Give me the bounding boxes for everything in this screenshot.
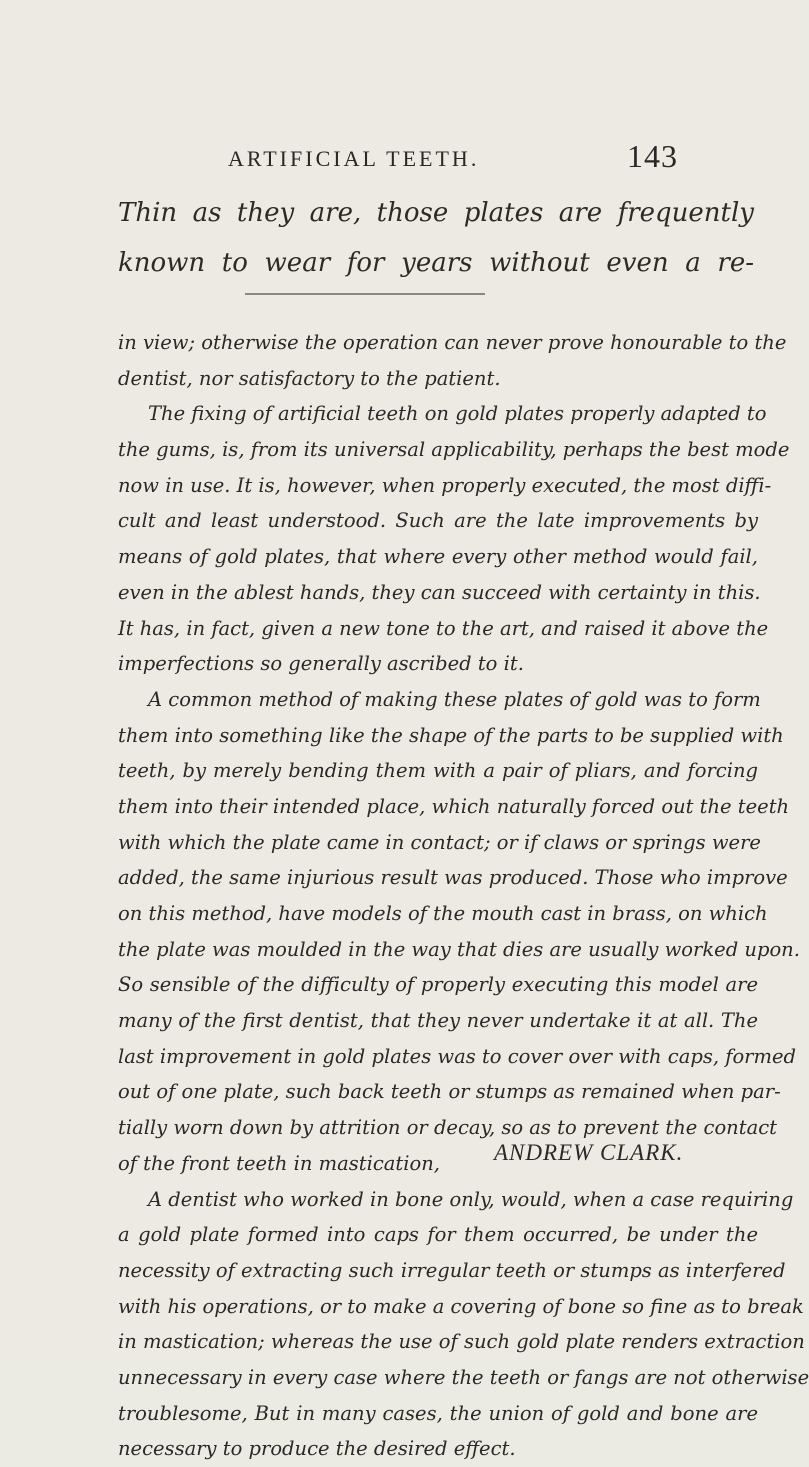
text-line: with which the plate came in contact; or if claws or springs were: [118, 830, 761, 854]
text-line: dentist, nor satisfactory to the patient.: [118, 366, 501, 390]
text-line: in view; otherwise the operation can never prove honourable to the: [118, 331, 787, 354]
text-line: the plate was moulded in the way that dies are usually worked upon.: [118, 937, 800, 961]
text-line: A common method of making these plates of gold was to form: [148, 687, 761, 711]
text-line: a gold plate formed into caps for them occurred, be under the: [118, 1223, 758, 1247]
text-line: A dentist who worked in bone only, would, when a case requiring: [148, 1187, 794, 1211]
text-line: them into something like the shape of the parts to be supplied with: [118, 723, 784, 747]
text-line: unnecessary in every case where the teeth or fangs are not otherwise: [118, 1365, 809, 1389]
text-line: tially worn down by attrition or decay, so as to prevent the contact: [118, 1116, 777, 1140]
text-line: them into their intended place, which naturally forced out the teeth: [118, 794, 790, 818]
author-signature: ANDREW CLARK.: [494, 1140, 684, 1165]
text-line: troublesome, But in many cases, the union of gold and bone are: [118, 1401, 758, 1425]
text-line: cult and least understood. Such are the late improvements by: [118, 509, 758, 533]
text-line: imperfections so generally ascribed to it.: [118, 652, 524, 676]
text-line: means of gold plates, that where every other method would fail,: [118, 545, 758, 569]
opening-paragraph: [118, 188, 758, 288]
text-line: It has, in fact, given a new tone to the art, and raised it above the: [118, 616, 769, 640]
text-line: the gums, is, from its universal applicability, perhaps the best mode: [118, 438, 790, 462]
text-line: teeth, by merely bending them with a pair of pliars, and forcing: [118, 759, 758, 783]
text-line: on this method, have models of the mouth cast in brass, on which: [118, 902, 768, 925]
text-line: in mastication; whereas the use of such gold plate renders extraction: [118, 1330, 805, 1354]
page-number: 143: [627, 138, 678, 174]
text-line: So sensible of the difficulty of properly executing this model are: [118, 973, 758, 997]
text-line: The fixing of artificial teeth on gold plates properly adapted to: [148, 402, 767, 426]
text-line: now in use. It is, however, when properly executed, the most diffi-: [118, 473, 772, 497]
text-line: necessity of extracting such irregular teeth or stumps as interfered: [118, 1258, 786, 1282]
text-line: last improvement in gold plates was to cover over with caps, formed: [118, 1044, 797, 1068]
opening-line: known to wear for years without even a re-: [118, 248, 754, 278]
running-head: [0, 140, 800, 180]
text-line: with his operations, or to make a covering of bone so fine as to break: [118, 1294, 804, 1318]
opening-line: Thin as they are, those plates are frequently: [118, 198, 754, 228]
body-text: [118, 325, 809, 1467]
text-line: added, the same injurious result was produced. Those who improve: [118, 866, 788, 890]
text-line: out of one plate, such back teeth or stumps as remained when par-: [118, 1080, 781, 1104]
section-divider-rule: [245, 293, 485, 295]
text-line: even in the ablest hands, they can succeed with certainty in this.: [118, 580, 761, 604]
text-line: of the front teeth in mastication,: [118, 1151, 440, 1175]
running-title: ARTIFICIAL TEETH.: [228, 146, 480, 171]
text-line: many of the first dentist, that they never undertake it at all. The: [118, 1009, 758, 1033]
text-line: necessary to produce the desired effect.: [118, 1437, 516, 1461]
